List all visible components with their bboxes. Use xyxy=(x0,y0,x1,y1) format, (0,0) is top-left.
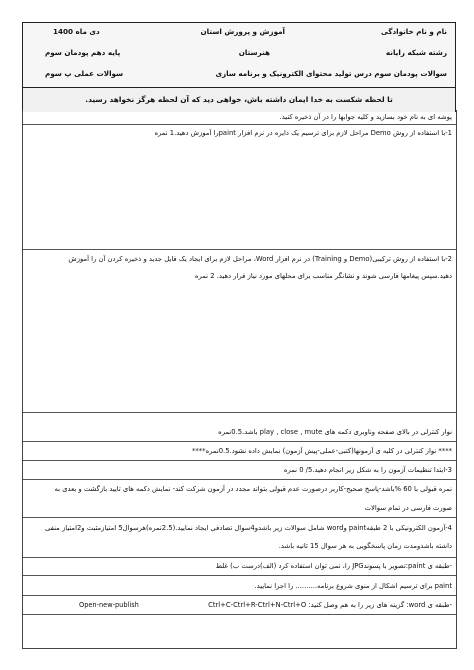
divider xyxy=(23,412,456,413)
question-control-bar: نوار کنترلی در بالای صفحه وناوبری دکمه های play , close , mute باشد.0.5نمره xyxy=(218,428,452,436)
question-3: 3-ابتدا تنظیمات آزمون را به شکل زیر انجام دهید.5/ 0 نمره xyxy=(283,466,452,474)
divider xyxy=(23,517,456,518)
exam-type-label: سوالات عملی پ سوم xyxy=(45,69,124,78)
divider xyxy=(23,614,456,615)
question-paint-1: -طبقه ی paint:تصویر با پسوندJPG را، نمی توان استفاده کرد (الف)درست ب) غلط xyxy=(215,562,452,570)
divider xyxy=(23,460,456,461)
question-paint-2: paint برای ترسیم اشکال از منوی شروع برنامه.......... را اجرا نمایید. xyxy=(254,582,452,590)
question-2-line-1: 2-با استفاده از روش ترکیبی(Demo و Training) در نرم افزار Word، مراحل لازم برای ایجاد یک فایل جدید و ذخیره کردن آن را آموزش xyxy=(68,255,452,263)
match-options: Open-new-publish xyxy=(79,601,139,609)
org-label: آموزش و پرورش استان xyxy=(200,27,285,36)
question-2-line-2: دهید.سپس پیغامها فارسی شوند و نشانگر مناسب برای محلهای مورد نیاز قرار دهید. 2 نمره xyxy=(194,272,452,280)
divider xyxy=(23,124,456,125)
exam-header xyxy=(22,22,456,112)
divider xyxy=(23,557,456,558)
question-4-line-1: 4-آزمون الکترونیکی با 2 طبقهpaint وword شامل سوالات زیر باشدو4سوال تصادفی ایجاد نمایید.(2.5نمره)هرسوال5 امتیازمثبت و2امتیاز منفی xyxy=(45,524,452,532)
question-4-line-2: داشته باشدومدت زمان پاسخگویی به هر سوال 15 ثانیه باشد. xyxy=(278,542,452,550)
question-3-settings-line-2: صورت فارسی در تمام سوالات xyxy=(364,504,452,512)
question-hide-bar: **** نوار کنترلی در کلیه ی آزمونها(کتبی-عملی-پیش آزمون) نمایش داده نشود.0.5نمره**** xyxy=(191,447,452,455)
question-1: 1-با استفاده از روش Demo مراحل لازم برای ترسیم یک دایره در نرم افزار paintرا آموزش دهید.1 نمره xyxy=(154,129,452,137)
motto-banner: تا لحظه شکست به خدا ایمان داشته باش، خواهی دید که آن لحظه هرگز نخواهد رسید. xyxy=(23,87,455,112)
divider xyxy=(23,575,456,576)
divider xyxy=(23,479,456,480)
header-row-3 xyxy=(23,65,455,85)
intro-text: پوشه ای به نام خود بسازید و کلیه جوابها را در آن ذخیره کنید. xyxy=(279,113,452,121)
question-3-settings-line-1: نمره قبولی با 60 %باشد-پاسخ صحیح-کاربر درصورت عدم قبولی بتواند مجدد در آزمون شرکت کند- نمایش دکمه های تایید بازگشت و بعدی به xyxy=(54,485,452,493)
exam-sheet xyxy=(22,22,456,648)
header-row-2 xyxy=(23,44,455,64)
school-label: هنرستان xyxy=(238,48,270,57)
course-label: سوالات پودمان سوم درس تولید محتوای الکترونیک و برنامه سازی xyxy=(215,69,447,78)
exam-date: دی ماه 1400 xyxy=(53,27,100,36)
question-word-match: -طبقه ی word: گزینه های زیر را به هم وصل کنید: Ctrl+C-Ctrl+R-Ctrl+N-Ctrl+O xyxy=(208,601,452,609)
divider xyxy=(23,595,456,596)
name-label: نام و نام خانوادگی xyxy=(381,27,447,36)
field-label: رشته شبکه رایانه xyxy=(385,48,447,57)
header-row-1 xyxy=(23,23,455,43)
exam-body xyxy=(22,110,457,649)
grade-label: پایه دهم پودمان سوم xyxy=(45,48,121,57)
divider xyxy=(23,249,456,250)
divider xyxy=(23,441,456,442)
